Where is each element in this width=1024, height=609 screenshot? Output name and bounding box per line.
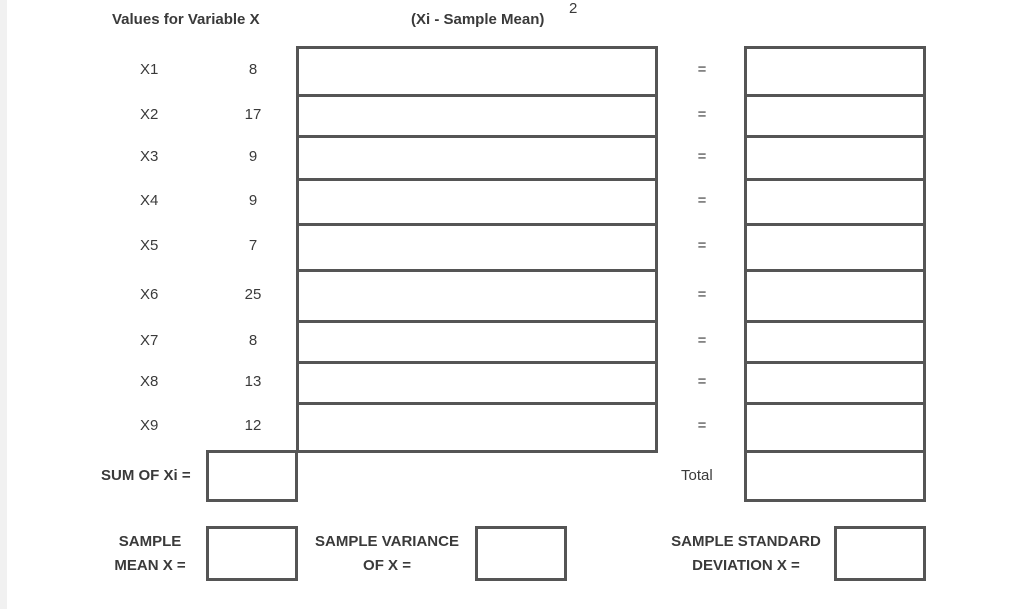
deviation-cell[interactable] (296, 320, 658, 364)
squared-cell[interactable] (744, 402, 926, 453)
sample-stddev-line2: DEVIATION X = (692, 557, 800, 574)
row-label: X2 (140, 105, 159, 123)
row-label: X4 (140, 191, 159, 209)
deviation-cell[interactable] (296, 94, 658, 138)
sample-mean-box[interactable] (206, 526, 298, 581)
deviation-cell[interactable] (296, 402, 658, 453)
row-value: 9 (248, 147, 258, 165)
equals-sign: = (697, 331, 707, 349)
squared-cell[interactable] (744, 135, 926, 181)
sample-mean-line1: SAMPLE (118, 533, 182, 550)
deviation-cell[interactable] (296, 46, 658, 97)
row-label: X8 (140, 372, 159, 390)
row-value: 9 (248, 191, 258, 209)
sum-box[interactable] (206, 450, 298, 502)
sample-mean-label (100, 530, 200, 578)
squared-cell[interactable] (744, 94, 926, 138)
deviation-cell[interactable] (296, 178, 658, 226)
sample-variance-line1: SAMPLE VARIANCE (315, 533, 459, 550)
deviation-cell[interactable] (296, 269, 658, 323)
sum-label: SUM OF Xi = (101, 467, 191, 484)
deviation-header: (Xi - Sample Mean) (411, 11, 545, 28)
deviation-cell[interactable] (296, 135, 658, 181)
sample-stddev-label (656, 530, 836, 578)
row-value: 7 (248, 237, 258, 254)
total-label: Total (681, 467, 713, 484)
equals-sign: = (697, 237, 707, 254)
equals-sign: = (697, 61, 707, 78)
sample-variance-line2: OF X = (363, 557, 411, 574)
row-label: X7 (140, 331, 159, 349)
row-label: X5 (140, 237, 159, 254)
sample-stddev-line1: SAMPLE STANDARD (671, 533, 821, 550)
equals-sign: = (697, 417, 707, 434)
row-value: 13 (244, 372, 262, 390)
squared-cell[interactable] (744, 269, 926, 323)
squared-cell[interactable] (744, 178, 926, 226)
sample-variance-box[interactable] (475, 526, 567, 581)
deviation-cell[interactable] (296, 361, 658, 405)
equals-sign: = (697, 147, 707, 165)
values-header: Values for Variable X (112, 11, 260, 28)
row-value: 8 (248, 61, 258, 78)
row-value: 12 (244, 417, 262, 434)
sample-stddev-box[interactable] (834, 526, 926, 581)
equals-sign: = (697, 285, 707, 303)
scan-edge (0, 0, 7, 609)
squared-cell[interactable] (744, 223, 926, 272)
squared-cell[interactable] (744, 361, 926, 405)
squared-cell[interactable] (744, 46, 926, 97)
deviation-cell[interactable] (296, 223, 658, 272)
row-label: X1 (140, 61, 159, 78)
row-label: X6 (140, 285, 159, 303)
equals-sign: = (697, 372, 707, 390)
equals-sign: = (697, 105, 707, 123)
sample-mean-line2: MEAN X = (114, 557, 186, 574)
row-value: 17 (244, 105, 262, 123)
row-value: 25 (244, 285, 262, 303)
total-box[interactable] (744, 450, 926, 502)
squared-cell[interactable] (744, 320, 926, 364)
equals-sign: = (697, 191, 707, 209)
squared-exponent: 2 (569, 0, 578, 17)
row-label: X9 (140, 417, 159, 434)
sample-variance-label (304, 530, 470, 578)
row-label: X3 (140, 147, 159, 165)
row-value: 8 (248, 331, 258, 349)
